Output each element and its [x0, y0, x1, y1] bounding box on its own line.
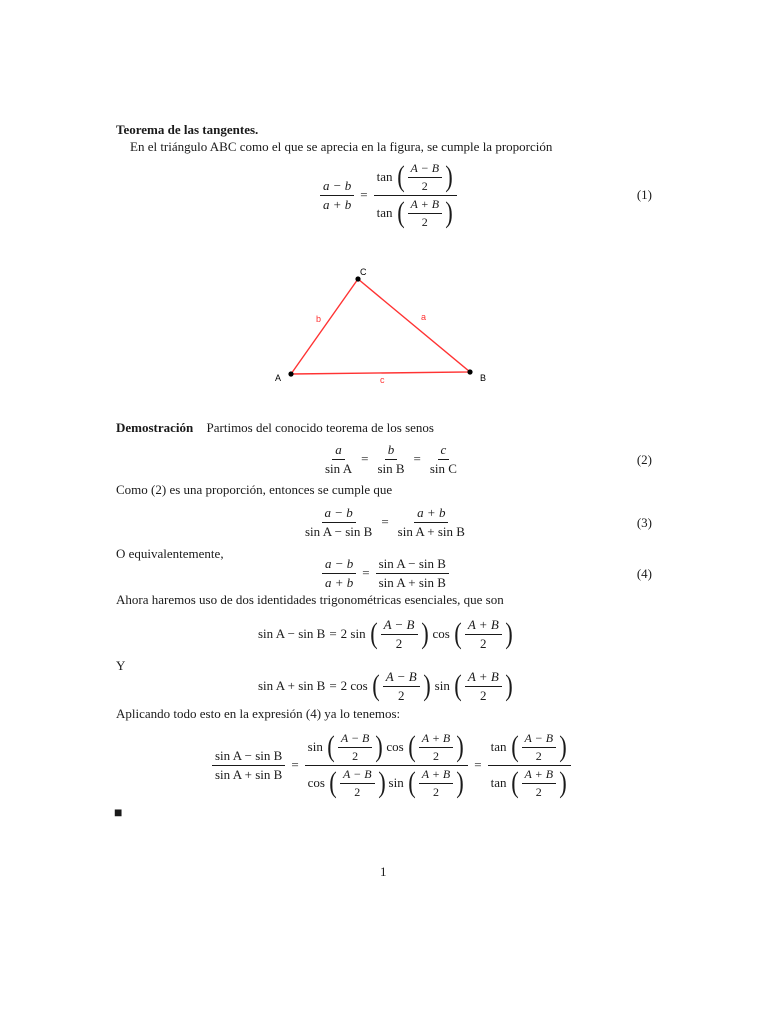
section-title: Teorema de las tangentes.: [116, 122, 259, 137]
triangle-figure: [270, 262, 500, 392]
eq1-top-two: 2: [421, 178, 428, 193]
fm-sin-top: sin: [307, 739, 323, 754]
eq3-n2: a + b: [414, 505, 448, 523]
eq4-n2: sin A − sin B: [376, 556, 449, 574]
id1-arg1: A − B: [381, 617, 418, 635]
eq1-lhs-den: a + b: [323, 196, 352, 212]
final-lhs-den: sin A + sin B: [215, 766, 283, 782]
label-vertex-c: C: [360, 267, 367, 277]
eq3-number: (3): [636, 515, 652, 530]
final-equation: $\frac{\text{sin A − sin B}}{\text{sin A + sin B}}$ = sin ( $\frac{A - B}{2}$ ) cos ( $\frac{A + B}{2}$ ) cos ( $\frac{A - B}{2}$ ) sin ( $\frac{A + B}{2}$ ) = tan ( $\frac{A - B}{2}$ ) tan ( $\frac{A + B}{2}$ ): [210, 730, 573, 800]
line-proportion: Como (2) es una proporción, entonces se cumple que: [116, 482, 393, 497]
fm-top-two2: 2: [432, 748, 439, 763]
line-y: Y: [116, 658, 126, 673]
triangle-abc: [291, 279, 470, 374]
id1-two-a: 2: [395, 635, 403, 651]
fm-bottom-two2: 2: [432, 784, 439, 799]
fr-tan-bottom: tan: [490, 775, 507, 790]
eq4-d2: sin A + sin B: [378, 574, 446, 590]
label-side-b: b: [316, 314, 322, 324]
vertex-c: [355, 276, 360, 281]
id2-arg1: A − B: [383, 669, 420, 687]
eq2-c: c: [438, 442, 450, 460]
eq1-bottom-two: 2: [421, 214, 428, 229]
final-middle-fraction: sin ( $\frac{A - B}{2}$ ) cos ( $\frac{A + B}{2}$ ) cos ( $\frac{A - B}{2}$ ) sin ( $\frac{A + B}{2}$ ): [305, 731, 469, 800]
fm-sin-bottom: sin: [388, 775, 404, 790]
final-right-fraction: tan ( $\frac{A - B}{2}$ ) tan ( $\frac{A + B}{2}$ ): [488, 731, 571, 800]
eq3-d1: sin A − sin B: [305, 523, 373, 539]
fr-tan-top: tan: [490, 739, 507, 754]
eq3-d2: sin A + sin B: [397, 523, 465, 539]
id1-arg2: A + B: [465, 617, 502, 635]
eq3-n1: a − b: [322, 505, 356, 523]
intro-paragraph: En el triángulo ABC como el que se aprecia en la figura, se cumple la proporción: [130, 139, 553, 154]
eq1-tan-bottom: tan: [376, 205, 393, 220]
fr-bottom-arg: A + B: [522, 767, 557, 784]
equation-1: $\frac{a - b}{a + b}$ = tan ( $\frac{A - B}{2}$ ) tan ( $\frac{A + B}{2}$ ): [318, 162, 459, 228]
identity-1: sin A − sin B = 2 sin ( $\frac{A - B}{2}$ ) cos ( $\frac{A + B}{2}$ ): [258, 616, 513, 651]
proof-line: [116, 420, 434, 436]
eq1-lhs-num: a − b: [320, 178, 354, 196]
id1-two-b: 2: [480, 635, 487, 651]
vertex-a: [288, 371, 293, 376]
eq4-d1: a + b: [325, 574, 354, 590]
vertex-b: [467, 369, 472, 374]
fr-bottom-two: 2: [535, 784, 542, 799]
eq4-number: (4): [636, 566, 652, 581]
fm-bottom-arg2: A + B: [419, 767, 454, 784]
id2-arg2: A + B: [465, 669, 502, 687]
final-lhs-num: sin A − sin B: [212, 748, 285, 766]
fm-top-arg2: A + B: [419, 731, 454, 748]
id1-lhs: sin A − sin B: [258, 626, 326, 641]
id2-two-b: 2: [480, 687, 487, 703]
equation-2: $\frac{a}{\text{sin A}}$ = $\frac{b}{\text{sin B}}$ = $\frac{c}{\text{sin C}}$: [320, 442, 462, 476]
fm-cos-top: cos: [386, 739, 404, 754]
label-side-a: a: [421, 312, 427, 322]
fr-top-arg: A − B: [522, 731, 557, 748]
fm-bottom-arg1: A − B: [340, 767, 375, 784]
fm-bottom-two1: 2: [354, 784, 361, 799]
eq1-lhs-fraction: [320, 178, 354, 213]
proof-heading: Demostración: [116, 420, 194, 435]
eq1-top-arg: A − B: [408, 161, 443, 178]
equation-3: $\frac{a - b}{\text{sin A − sin B}}$ = $\frac{a + b}{\text{sin A + sin B}}$: [300, 505, 470, 539]
equation-4: $\frac{a - b}{a + b}$ = $\frac{\text{sin A − sin B}}{\text{sin A + sin B}}$: [320, 556, 451, 590]
id2-two-a: 2: [397, 687, 405, 703]
eq2-sinC: sin C: [429, 460, 457, 476]
fr-top-two: 2: [535, 748, 542, 763]
eq4-n1: a − b: [322, 556, 356, 574]
identity-2: sin A + sin B = 2 cos ( $\frac{A - B}{2}$ ) sin ( $\frac{A + B}{2}$ ): [258, 668, 513, 703]
id1-coef: 2 sin: [340, 626, 366, 641]
page-number: 1: [380, 864, 387, 879]
eq1-bottom-arg: A + B: [408, 197, 443, 214]
eq2-sinA: sin A: [325, 460, 353, 476]
line-applying: Aplicando todo esto en la expresión (4) ya lo tenemos:: [116, 706, 401, 721]
eq1-rhs-fraction: tan ( $\frac{A - B}{2}$ ) tan ( $\frac{A + B}{2}$ ): [374, 161, 457, 230]
eq2-b: b: [385, 442, 398, 460]
id2-fn2: sin: [434, 678, 450, 693]
fm-cos-bottom: cos: [307, 775, 325, 790]
eq2-number: (2): [636, 452, 652, 467]
fm-top-two1: 2: [352, 748, 359, 763]
fm-top-arg1: A − B: [338, 731, 373, 748]
label-vertex-b: B: [480, 373, 487, 383]
id1-fn2: cos: [432, 626, 450, 641]
id2-lhs: sin A + sin B: [258, 678, 326, 693]
label-side-c: c: [380, 375, 385, 385]
label-vertex-a: A: [275, 373, 282, 383]
id2-coef: 2 cos: [340, 678, 368, 693]
eq1-tan-top: tan: [376, 169, 393, 184]
line-identities: Ahora haremos uso de dos identidades trigonométricas esenciales, que son: [116, 592, 504, 607]
eq2-sinB: sin B: [377, 460, 405, 476]
qed-square: ■: [114, 806, 123, 821]
line-equivalently: O equivalentemente,: [116, 546, 224, 561]
eq2-a: a: [332, 442, 345, 460]
eq1-number: (1): [636, 187, 652, 202]
proof-intro: Partimos del conocido teorema de los senos: [206, 420, 434, 435]
